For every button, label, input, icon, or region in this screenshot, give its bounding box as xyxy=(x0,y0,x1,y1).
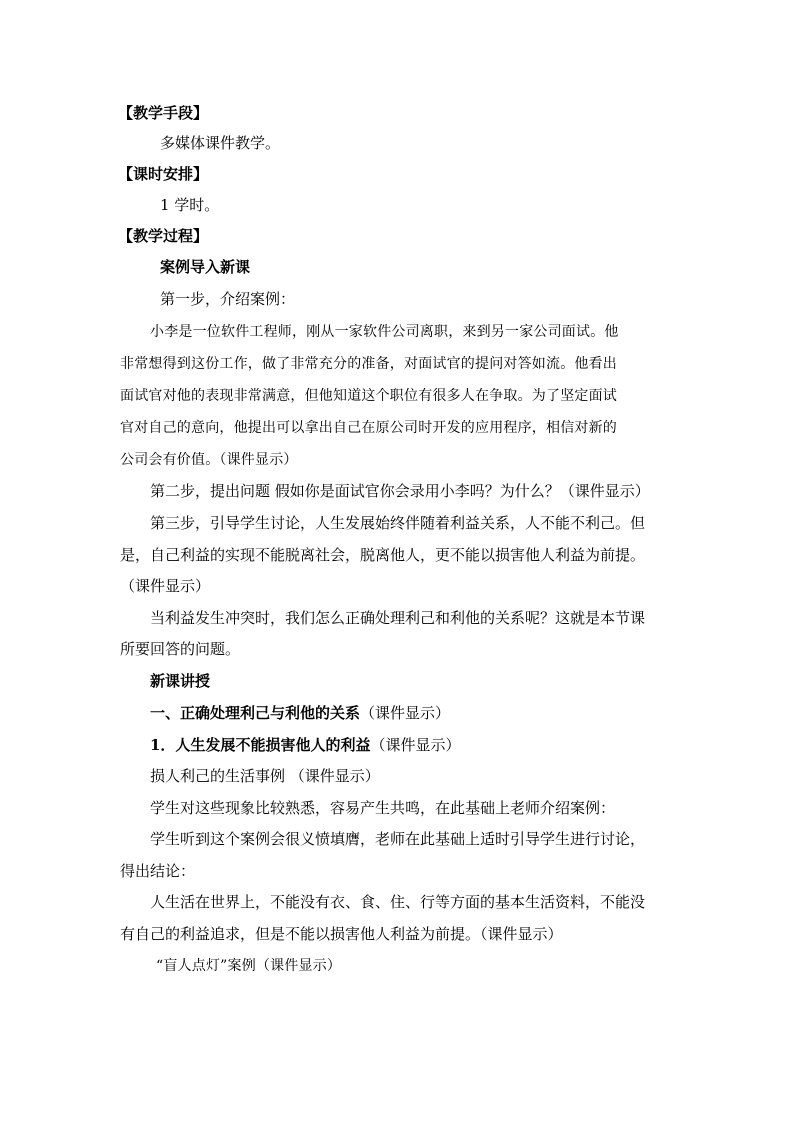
conclusion-line: 人生活在世界上，不能没有衣、食、住、行等方面的基本生活资料，不能没 xyxy=(150,893,646,911)
indignant-line: 得出结论： xyxy=(120,862,196,880)
case-line: 面试官对他的表现非常满意，但他知道这个职位有很多人在争取。为了坚定面试 xyxy=(120,388,617,404)
familiar-line: 学生对这些现象比较熟悉，容易产生共鸣，在此基础上老师介绍案例： xyxy=(150,799,616,817)
part1-note: （课件显示） xyxy=(360,704,451,722)
case-line: 公司会有价值。（课件显示） xyxy=(120,452,298,468)
step3-line: 第三步，引导学生讨论，人生发展始终伴随着利益关系，人不能不利己。但 xyxy=(150,514,646,532)
case-line: 官对自己的意向，他提出可以拿出自己在原公司时开发的应用程序，相信对新的 xyxy=(120,420,617,436)
part1-line xyxy=(150,703,450,723)
step3-line: （课件显示） xyxy=(120,577,211,595)
case-line: 非常想得到这份工作，做了非常充分的准备，对面试官的提问对答如流。他看出 xyxy=(120,356,617,372)
teaching-means-heading: 【教学手段】 xyxy=(118,104,209,122)
part1-title: 一、正确处理利己与利他的关系 xyxy=(150,704,361,722)
schedule-heading: 【课时安排】 xyxy=(118,165,209,183)
step3-line: 是，自己利益的实现不能脱离社会，脱离他人，更不能以损害他人利益为前提。 xyxy=(120,546,646,564)
case-line: 小李是一位软件工程师，刚从一家软件公司离职，来到另一家公司面试。他 xyxy=(150,324,619,340)
case-intro-title: 案例导入新课 xyxy=(160,258,251,276)
conflict-line: 当利益发生冲突时，我们怎么正确处理利己和利他的关系呢？这就是本节课 xyxy=(150,609,646,627)
new-lesson-title: 新课讲授 xyxy=(150,672,211,690)
point1-line xyxy=(150,735,460,755)
example-line: 损人利己的生活事例 （课件显示） xyxy=(150,767,380,785)
step1-line: 第一步，介绍案例： xyxy=(160,290,296,308)
process-heading: 【教学过程】 xyxy=(118,227,209,245)
conflict-line: 所要回答的问题。 xyxy=(120,640,241,658)
teaching-means-body: 多媒体课件教学。 xyxy=(160,134,281,152)
conclusion-line: 有自己的利益追求，但是不能以损害他人利益为前提。（课件显示） xyxy=(120,925,563,943)
indignant-line: 学生听到这个案例会很义愤填膺，老师在此基础上适时引导学生进行讨论， xyxy=(150,830,646,848)
step2-line: 第二步，提出问题 假如你是面试官你会录用小李吗？为什么？（课件显示） xyxy=(150,482,650,500)
schedule-body: 1 学时。 xyxy=(160,196,220,214)
point1-note: （课件显示） xyxy=(370,736,461,754)
blind-case-line: “盲人点灯”案例（课件显示） xyxy=(156,958,342,974)
point1-title: 1．人生发展不能损害他人的利益 xyxy=(150,736,371,754)
